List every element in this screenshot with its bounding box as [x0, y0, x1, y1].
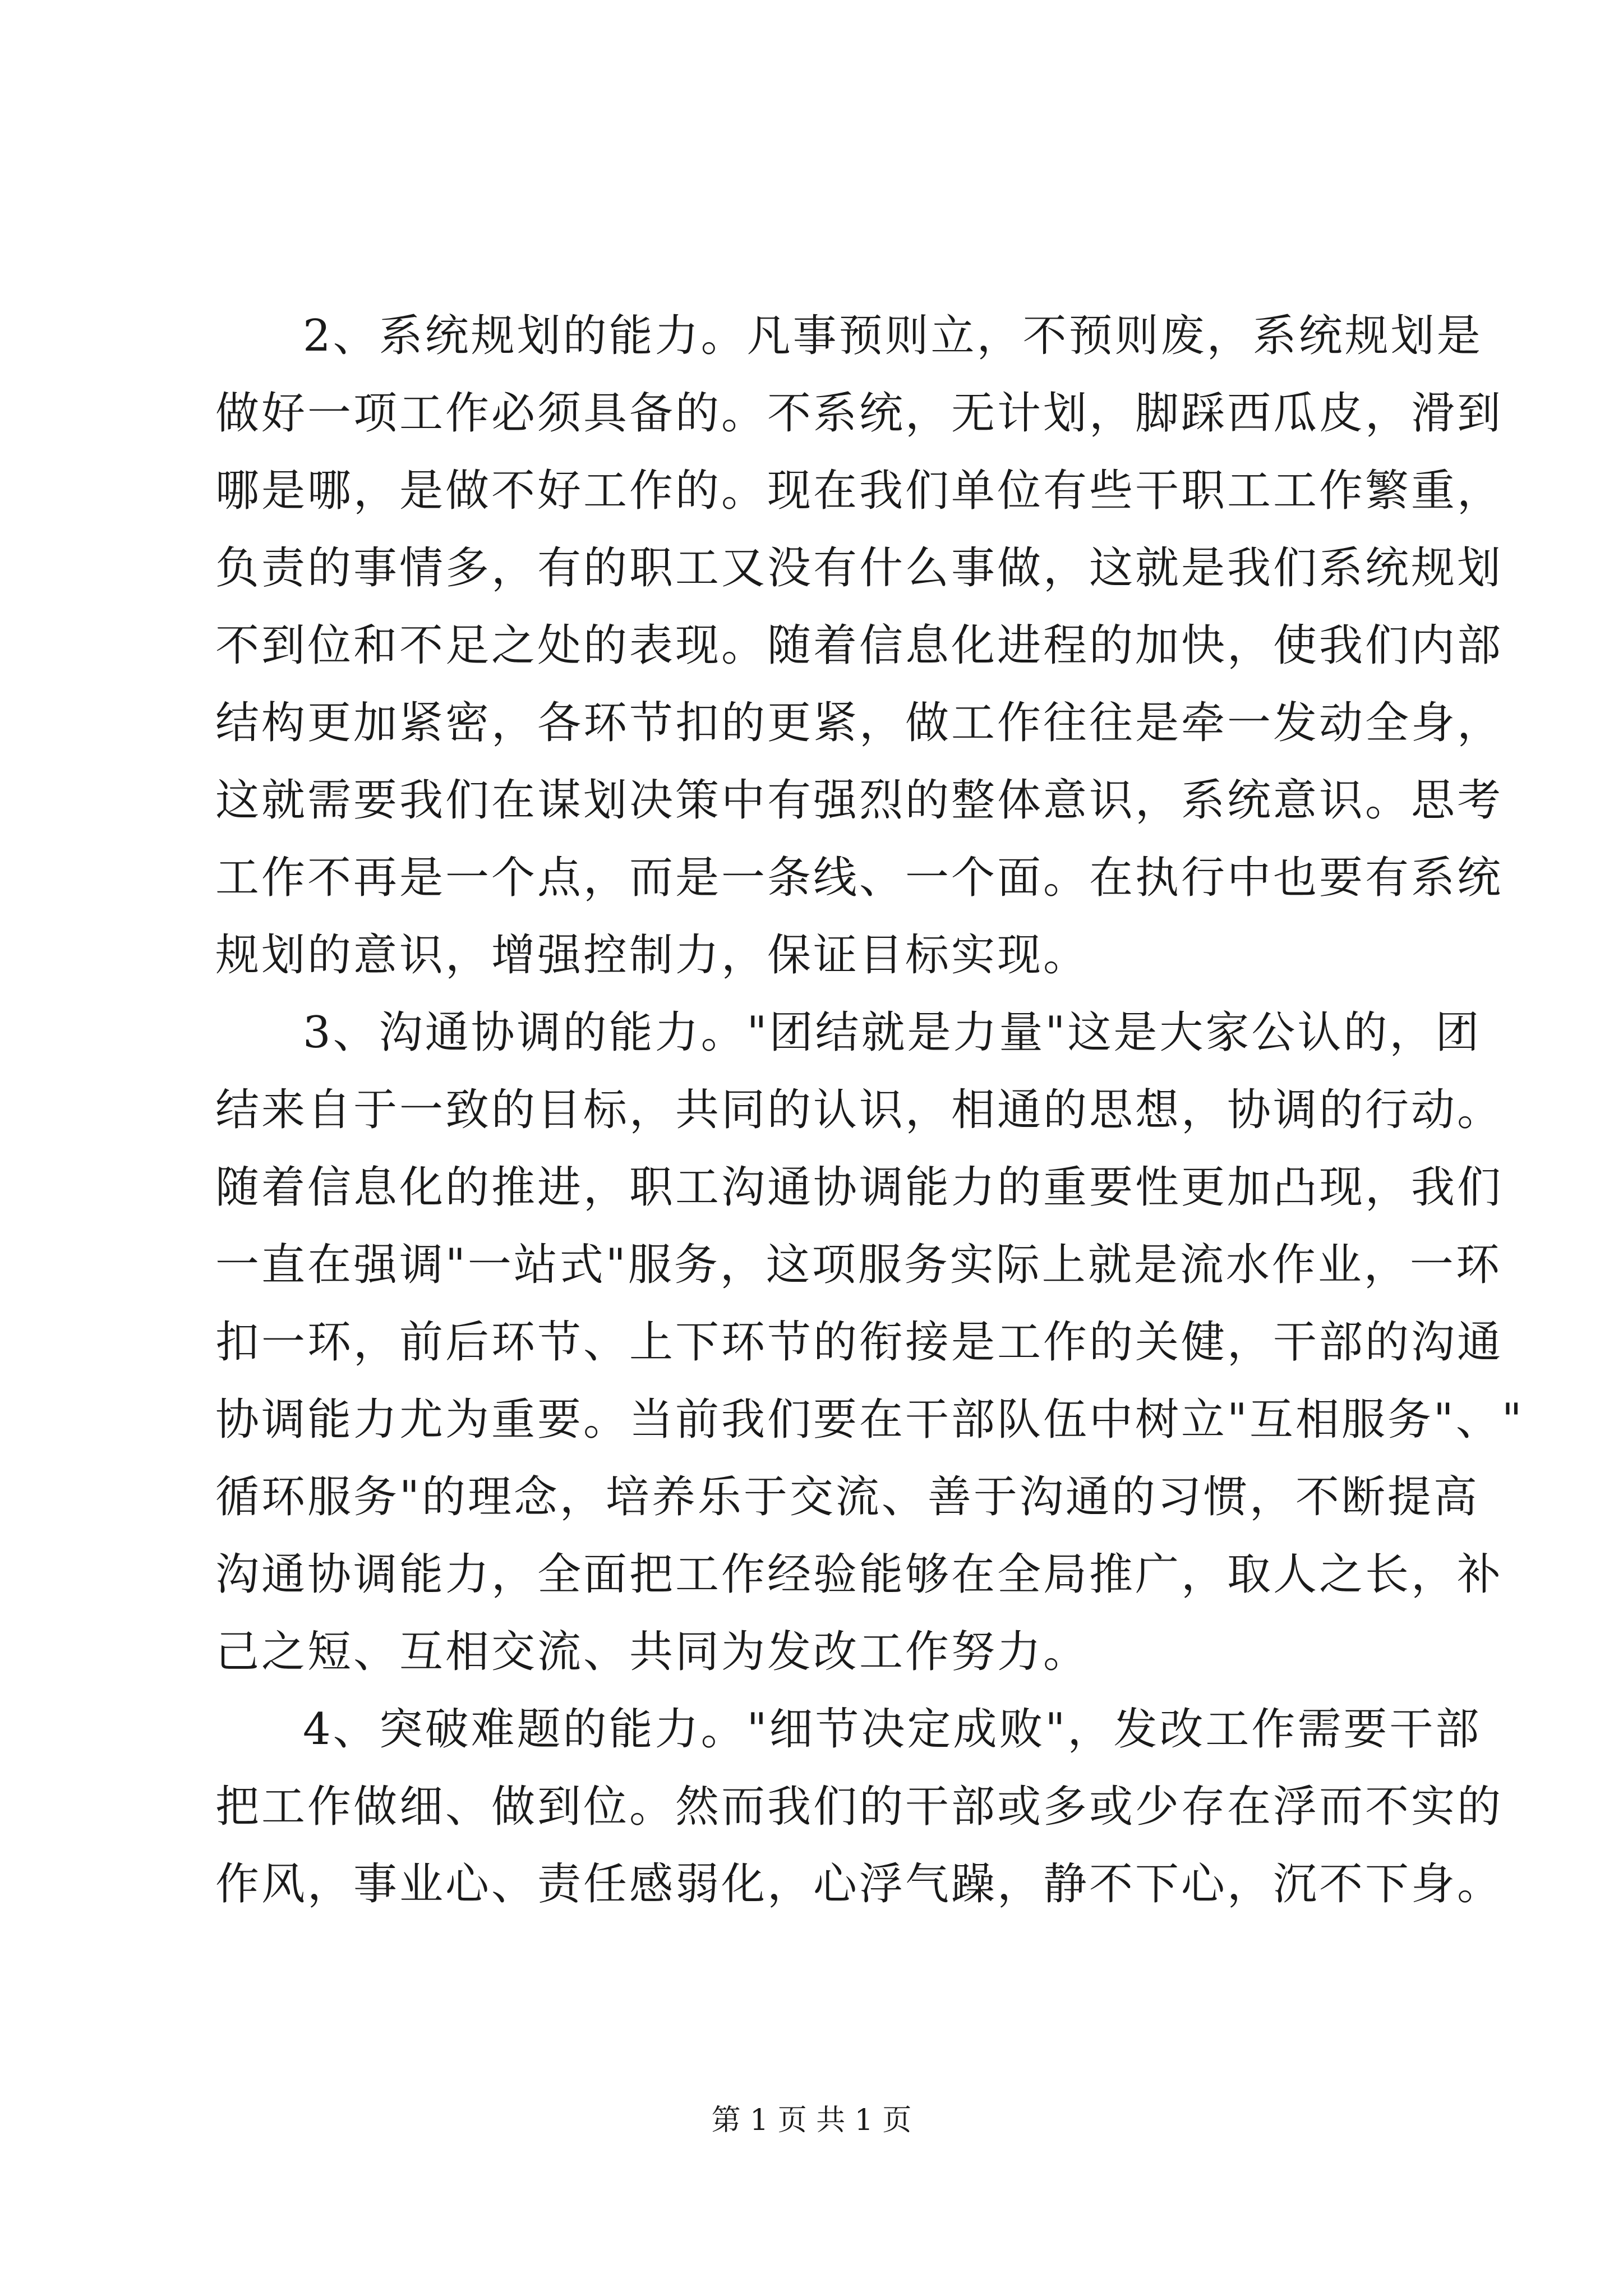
- paragraph-2-line-3: 哪是哪，是做不好工作的。现在我们单位有些干职工工作繁重，: [215, 466, 1504, 516]
- paragraph-3-line-8: 沟通协调能力，全面把工作经验能够在全局推广，取人之长，补: [215, 1549, 1504, 1600]
- paragraph-2-line-5: 不到位和不足之处的表现。随着信息化进程的加快，使我们内部: [215, 620, 1504, 671]
- paragraph-3-line-1: 3、沟通协调的能力。"团结就是力量"这是大家公认的，团: [303, 1007, 1482, 1058]
- paragraph-2-line-6: 结构更加紧密，各环节扣的更紧，做工作往往是牵一发动全身，: [215, 698, 1504, 748]
- paragraph-4-line-1: 4、突破难题的能力。"细节决定成败"，发改工作需要干部: [303, 1704, 1482, 1755]
- paragraph-3-line-9: 己之短、互相交流、共同为发改工作努力。: [215, 1627, 1090, 1677]
- paragraph-2-line-4: 负责的事情多，有的职工又没有什么事做，这就是我们系统规划: [215, 543, 1504, 593]
- paragraph-3-line-6: 协调能力尤为重要。当前我们要在干部队伍中树立"互相服务"、": [215, 1395, 1524, 1445]
- paragraph-3-line-2: 结来自于一致的目标，共同的认识，相通的思想，协调的行动。: [215, 1085, 1504, 1135]
- document-body: [215, 297, 1524, 1923]
- paragraph-2-line-9: 规划的意识，增强控制力，保证目标实现。: [215, 930, 1090, 981]
- paragraph-3-line-4: 一直在强调"一站式"服务，这项服务实际上就是流水作业，一环: [215, 1240, 1502, 1290]
- paragraph-2-line-7: 这就需要我们在谋划决策中有强烈的整体意识，系统意识。思考: [215, 775, 1504, 826]
- page-number-footer: 第 1 页 共 1 页: [711, 2104, 912, 2137]
- paragraph-4-line-2: 把工作做细、做到位。然而我们的干部或多或少存在浮而不实的: [215, 1782, 1504, 1832]
- paragraph-3-line-5: 扣一环，前后环节、上下环节的衔接是工作的关健，干部的沟通: [215, 1317, 1504, 1368]
- paragraph-3-line-3: 随着信息化的推进，职工沟通协调能力的重要性更加凸现，我们: [215, 1162, 1504, 1213]
- paragraph-2-line-2: 做好一项工作必须具备的。不系统，无计划，脚踩西瓜皮，滑到: [215, 388, 1504, 439]
- paragraph-4-line-3: 作风，事业心、责任感弱化，心浮气躁，静不下心，沉不下身。: [215, 1859, 1504, 1910]
- paragraph-2-line-1: 2、系统规划的能力。凡事预则立，不预则废，系统规划是: [303, 311, 1483, 361]
- paragraph-3-line-7: 循环服务"的理念，培养乐于交流、善于沟通的习惯，不断提高: [215, 1472, 1479, 1522]
- paragraph-2-line-8: 工作不再是一个点，而是一条线、一个面。在执行中也要有系统: [215, 853, 1504, 903]
